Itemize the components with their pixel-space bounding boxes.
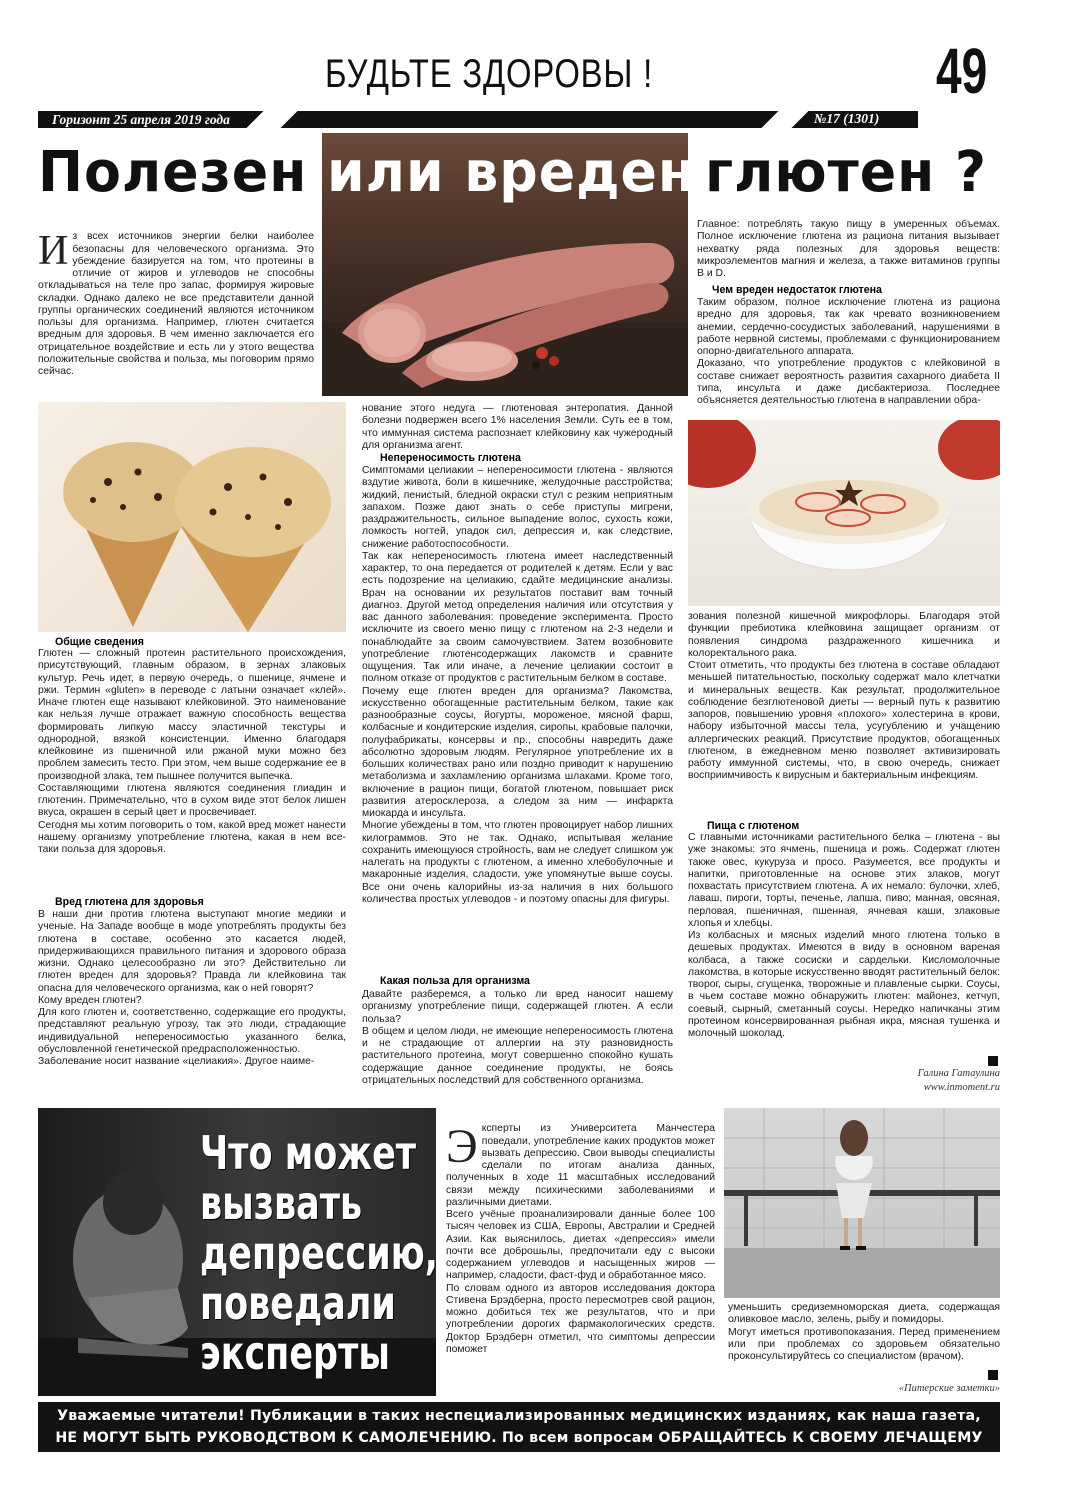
depression-right-text: уменьшить средиземноморская диета, содержащая оливковое масло, зелень, рыбу и помидоры. Могут иметься противопоказания. Перед применением или при проблемах со здоровьем обязательно проконсультируйтесь со специалистом (врачом). [728,1302,1000,1362]
subhead-food: Пища с глютеном [707,820,800,832]
depression-title-line3: депрессию, [200,1226,439,1280]
page-number: 49 [936,35,988,107]
banner-line2: НЕ МОГУТ БЫТЬ РУКОВОДСТВОМ К САМОЛЕЧЕНИЮ. По всем вопросам ОБРАЩАЙТЕСЬ К СВОЕМУ ЛЕЧАЩЕМУ ВРАЧУ. [55,1430,983,1468]
headline-mid: или вреден [327,140,697,205]
dropcap-e: Э [446,1120,478,1174]
depression-title-line2: вызвать [200,1176,363,1230]
porridge-illustration [688,420,1000,606]
subhead-deficit: Чем вреден недостаток глютена [712,284,882,296]
subhead-benefit: Какая польза для организма [380,975,530,987]
col2-intolerance: Симптомами целиакии – непереносимости глютена - являются вздутие живота, боли в кишечнике, желудочные расстройства; жидкий, пенистый, бледной окраски стул с резким неприятным запахом. Позже дают знать о себе приступы мигрени, раздражительность, сильное выпадение волос, сухость кожи, ломкость ногтей, упадок сил, депрессия и, как следствие, снижение работоспособности. Так как непереносимость глютена имеет наследственный характер, то она передается от родителей к детям. Если у вас есть подозрение на целиакию, сдайте медицинские анализы. Врач на основании их результатов поставит вам точный диагноз. Другой метод определения наличия или отсутствия у вас данного заболевания: проведение эксперимента. Просто исключите из своего меню пищу с глютеном на 2-3 недели и понаблюдайте за своим самочувствием. Затем возобновите употребление глютенсодержащих лакомств и сравните ощущения. Так или иначе, а лечение целиакии состоит в полном отказе от продуктов с растительным белком в составе. Почему еще глютен вреден для организма? Лакомства, искусственно обогащенные растительным белком, такие как разнообразные соусы, йогурты, мороженое, мясной фарш, колбасные и кондитерские изделия, сиропы, крабовые палочки, полуфабрикаты, консервы и пр., способны навредить даже абсолютно здоровым людям. Регулярное употребление их в больших количествах рано или поздно приводит к нарушению метаболизма и захламлению организма шлаками. Кроме того, включение в рацион пищи, богатой глютеном, повышает риск развития атеросклероза, а следом за ним — инфаркта миокарда и инсульта. Многие убеждены в том, что глютен провоцирует набор лишних килограммов. Это не так. Однако, испытывая желание сохранить имеющуюся стройность, вам не следует слишком уж налегать на продукты с глютеном, а именно хлебобулочные и макаронные изделия, сладости, уже упомянутые выше соусы. Все они очень калорийны из-за наличия в них большого количества простых углеводов - и поэтому опасны для фигуры. [362,465,673,905]
depression-body: ксперты из Университета Манчестера поведали, употребление каких продуктов может вызвать депрессию. Свои выводы специалисты сделали по итогам анализа данных, полученных в ходе 11 масштабных исследований связи между психическими заболеваниями и различными диетами. Всего учёные проанализировали данные более 100 тысяч человек из США, Европы, Австралии и Средней Азии. Как выяснилось, диетах «депрессия» имели почти все доброшьлы, предпочитали еду с высоки содержанием углеводов и насыщенных жиров — например, сладости, фаст-фуд и обработанное мясо. По словам одного из авторов исследования доктора Стивена Брэдберна, просто пересмотрев свой рацион, можно добиться тех же результатов, что и при употреблении дорогих фармакологических средств. Доктор Брэдберн отметил, что симптомы депрессии поможет [446,1123,715,1355]
disclaimer-banner [38,1402,1000,1468]
col1-harm: В наши дни против глютена выступают многие медики и ученые. На Западе вообще в моде употреблять продукты без глютена в составе, особенно это касается людей, придерживающихся правильного питания и здорового образа жизни. Однако целесообразно ли это? Действительно ли глютен вреден для здоровья? Правда ли клейковина так опасна для человеческого организма, как о ней говорят? Кому вреден глютен? Для кого глютен и, соответственно, содержащие его продукты, представляют реальную угрозу, так это люди, страдающие индивидуальной непереносимостью указанного белка, обусловленной генетической предрасположенностью. Заболевание носит название «целиакия». Другое наиме- [38,909,346,1067]
issue-date: Горизонт 25 апреля 2019 года [52,112,230,127]
girl-bench-photo [724,1108,1000,1298]
col3-top: Главное: потреблять такую пищу в умеренных объемах. Полное исключение глютена из рациона питания вызывает нехватку ряда полезных для здоровья веществ: микроэлементов магния и железа, а также витаминов группы В и D. [697,219,1000,279]
headline-right: глютен ? [705,140,988,205]
headline-left: Полезен [38,140,308,205]
end-mark-square [988,1056,998,1066]
subhead-intolerance: Непереносимость глютена [380,452,521,464]
depression-title-line5: эксперты [200,1326,390,1380]
col1-intro [38,219,314,378]
col2-cont: нование этого недуга — глютеновая энтеропатия. Данной болезни подвержен всего 1% населения Земли. Суть ее в том, что иммунная система распознает клейковину как чужеродный для организма агент. [362,403,673,451]
dropcap-i: И [38,228,69,275]
issue-number: №17 (1301) [814,111,880,126]
depression-source: «Питерские заметки» [898,1383,1000,1394]
depression-col-text [446,1111,715,1356]
banner-line1: Уважаемые читатели! Публикации в таких неспециализированных медицинских изданиях, как наша газета, [57,1408,981,1424]
subhead-general: Общие сведения [55,636,144,648]
subhead-harm: Вред глютена для здоровья [55,896,204,908]
col3-cont: зования полезной кишечной микрофлоры. Благодаря этой функции пребиотика клейковина защищает организм от появления синдрома раздраженного кишечника и колоректального рака. Стоит отметить, что продукты без глютена в составе обладают меньшей питательностью, поскольку содержат мало клетчатки и минеральных веществ. Как результат, продолжительное соблюдение безглютеновой диеты — верный путь к развитию запоров, повышению уровня «плохого» холестерина в крови, набору избыточной массы тела, усугублению и учащению аллергических реакций. Присутствие продуктов, обогащенных глютеном, в ежедневном меню позволяет активизировать работу иммунной системы, что, в свою очередь, снижает восприимчивость к вирусным и бактериальным инфекциям. [688,611,1000,782]
col3-deficit: Таким образом, полное исключение глютена из рациона вредно для здоровья, так как чревато возникновением анемии, сердечно-сосудистых заболеваний, нарушениями в работе нервной системы, проблемами с функционированием опорно-двигательного аппарата. Доказано, что употребление продуктов с клейковиной в составе снижает вероятность развития сахарного диабета II типа, инсульта и даже дисбактериоза. Последнее объясняется деятельностью глютена в направлении обра- [697,297,1000,406]
ice-cream-illustration [38,402,346,632]
col3-food: С главными источниками растительного белка – глютена - вы уже знакомы: это ячмень, пшеница и рожь. Содержат глютен также овес, кукуруза и просо. Разумеется, все продукты и напитки, приготовленные на основе этих злаков, могут похвастать присутствием глютена. А их немало: булочки, хлеб, лаваш, пироги, торты, печенье, лапша, пиво; манная, овсяная, перловая, пшеничная, пшенная, ячневая каши, злаковые хлопья и хлебцы. Из колбасных и мясных изделий много глютена только в дешевых продуктах. Имеются в виду в основном вареная колбаса, а также сосиски и сардельки. Кисломолочные лакомства, в которые искусственно вводят растительный белок: творог, сыры, сгущенка, творожные и плавленые сырки. Соусы, в чьем составе можно обнаружить глютен: майонез, кетчуп, соевый, сырный, сметанный соусы. Нередко напичканы этим протеином консервированная рыбная икра, мясная тушенка и молочный шоколад. [688,832,1000,1039]
author-signature: Галина Гатаулина [917,1068,1000,1079]
depression-title-line1: Что может [200,1126,417,1180]
col2-benefit: Давайте разберемся, а только ли вред наносит нашему организму употребление пищи, содержащей глютен. А если польза? В общем и целом люди, не имеющие непереносимость глютена и не страдающие от аллергии на эту разновидность растительного протеина, могут совершенно спокойно кушать содержащие данное соединение продукты, не боясь отрицательных последствий для собственного организма. [362,989,673,1086]
porridge-photo [688,420,1000,606]
girl-bench-illustration [724,1108,1000,1298]
depression-title-line4: поведали [200,1276,396,1330]
section-rubric: БУДЬТЕ ЗДОРОВЫ ! [325,52,654,96]
col1-general: Глютен — сложный протеин растительного происхождения, присутствующий, главным образом, в зернах злаковых культур. Речь идет, в первую очередь, о пшенице, ячмене и ржи. Термин «gluten» в переводе с латыни означает «клей». Иначе глютен еще называют клейковиной. Это наименование как нельзя лучше отражает важную способность вещества формировать липкую массу эластичной текстуры и однородной, вязкой консистенции. Именно благодаря клейковине из пшеничной или ржаной муки можно без проблем замесить тесто. При этом, чем выше содержание ее в производной злака, тем пышнее получится выпечка. Составляющими глютена являются соединения глиадин и глютенин. Примечательно, что в сухом виде этот белок лишен вкуса, окрашен в серый цвет и просвечивает. Сегодня мы хотим поговорить о том, какой вред может нанести нашему организму употребление глютена, какая в нем все-таки польза для здоровья. [38,648,346,855]
end-mark-square-2 [988,1370,998,1380]
ice-cream-photo [38,402,346,632]
col1-intro-text: з всех источников энергии белки наиболее безопасны для человеческого организма. Это убеждение базируется на том, что протеины в отличие от жиров и углеводов не способны откладываться на теле про запас, формируя жировые складки. Однако далеко не все представители данной группы органических соединений являются источником пользы для организма. Например, глютен считается вредным для здоровья. В чем именно заключается его отрицательное воздействие и есть ли у этого вещества положительные свойства и польза, мы поговорим прямо сейчас. [38,231,314,377]
source-signature: www.inmoment.ru [923,1082,1000,1093]
